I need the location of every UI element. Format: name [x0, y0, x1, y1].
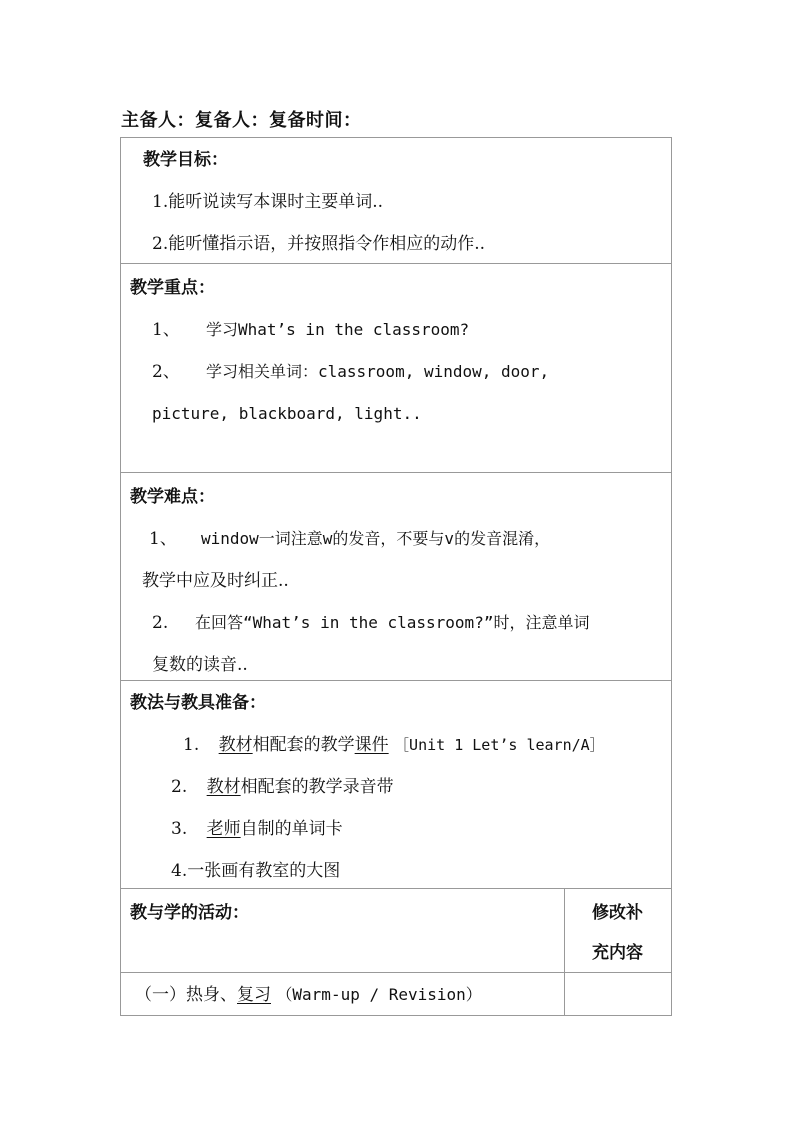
material-2-tail: 相配套的教学录音带: [240, 777, 394, 797]
material-1-tail: ［Unit 1 Let’s learn/A］: [394, 736, 605, 754]
side-column-divider: [564, 973, 565, 1015]
section-activities: [121, 889, 671, 973]
side-note-line-1: 修改补: [592, 903, 643, 923]
material-1-mid: 相配套的教学: [252, 735, 355, 755]
material-1-link-textbook[interactable]: 教材: [218, 735, 253, 755]
activity-row-1: [121, 973, 671, 1015]
goal-item-2: 2.能听懂指示语，并按照指令作相应的动作..: [152, 234, 486, 254]
difficulty-2-num: 2.: [152, 613, 169, 633]
activity-1-link-review[interactable]: 复习: [237, 985, 271, 1005]
goal-item-1: 1.能听说读写本课时主要单词..: [152, 192, 384, 212]
material-item-4: 4.一张画有教室的大图: [171, 861, 341, 881]
side-note-line-2: 充内容: [592, 943, 643, 963]
activity-1: [135, 983, 482, 1007]
material-2-link-textbook[interactable]: 教材: [206, 777, 241, 797]
key-point-1-num: 1、: [152, 320, 180, 340]
activity-1-pre: （一）热身、: [135, 985, 237, 1005]
section-difficulties: [121, 473, 671, 681]
material-item-1: [183, 733, 605, 757]
difficulties-title: 教学难点：: [130, 487, 215, 507]
difficulty-1-text: window一词注意w的发音，不要与v的发音混淆，: [201, 529, 551, 548]
section-materials: [121, 681, 671, 889]
key-point-2-cont: picture, blackboard, light..: [152, 404, 422, 423]
material-2-num: 2.: [171, 777, 188, 797]
material-3-num: 3.: [171, 819, 188, 839]
key-point-1-text: 学习What’s in the classroom?: [206, 320, 470, 339]
header-authors: 主备人：复备人：复备时间：: [121, 110, 362, 131]
material-item-3: [171, 817, 343, 841]
material-item-2: [171, 775, 394, 799]
difficulty-2-cont: 复数的读音..: [152, 655, 248, 675]
activity-1-tail: （Warm-up / Revision）: [276, 985, 482, 1004]
material-3-tail: 自制的单词卡: [240, 819, 343, 839]
activities-title: 教与学的活动：: [130, 903, 249, 923]
goals-title: 教学目标：: [143, 150, 228, 170]
key-point-2-text: 学习相关单词：classroom, window, door,: [206, 362, 550, 381]
difficulty-1-cont: 教学中应及时纠正..: [142, 571, 289, 591]
section-goals: [121, 138, 671, 264]
material-3-link-teacher[interactable]: 老师: [206, 819, 241, 839]
difficulty-1-num: 1、: [149, 529, 177, 549]
side-column-divider: [564, 889, 565, 972]
key-point-2-num: 2、: [152, 362, 180, 382]
key-points-title: 教学重点：: [130, 278, 215, 298]
lesson-plan-table: [120, 137, 672, 1016]
difficulty-2-text: 在回答“What’s in the classroom?”时，注意单词: [195, 613, 590, 632]
material-1-link-courseware[interactable]: 课件: [354, 735, 389, 755]
section-key-points: [121, 264, 671, 473]
materials-title: 教法与教具准备：: [130, 693, 266, 713]
material-1-num: 1.: [183, 735, 200, 755]
